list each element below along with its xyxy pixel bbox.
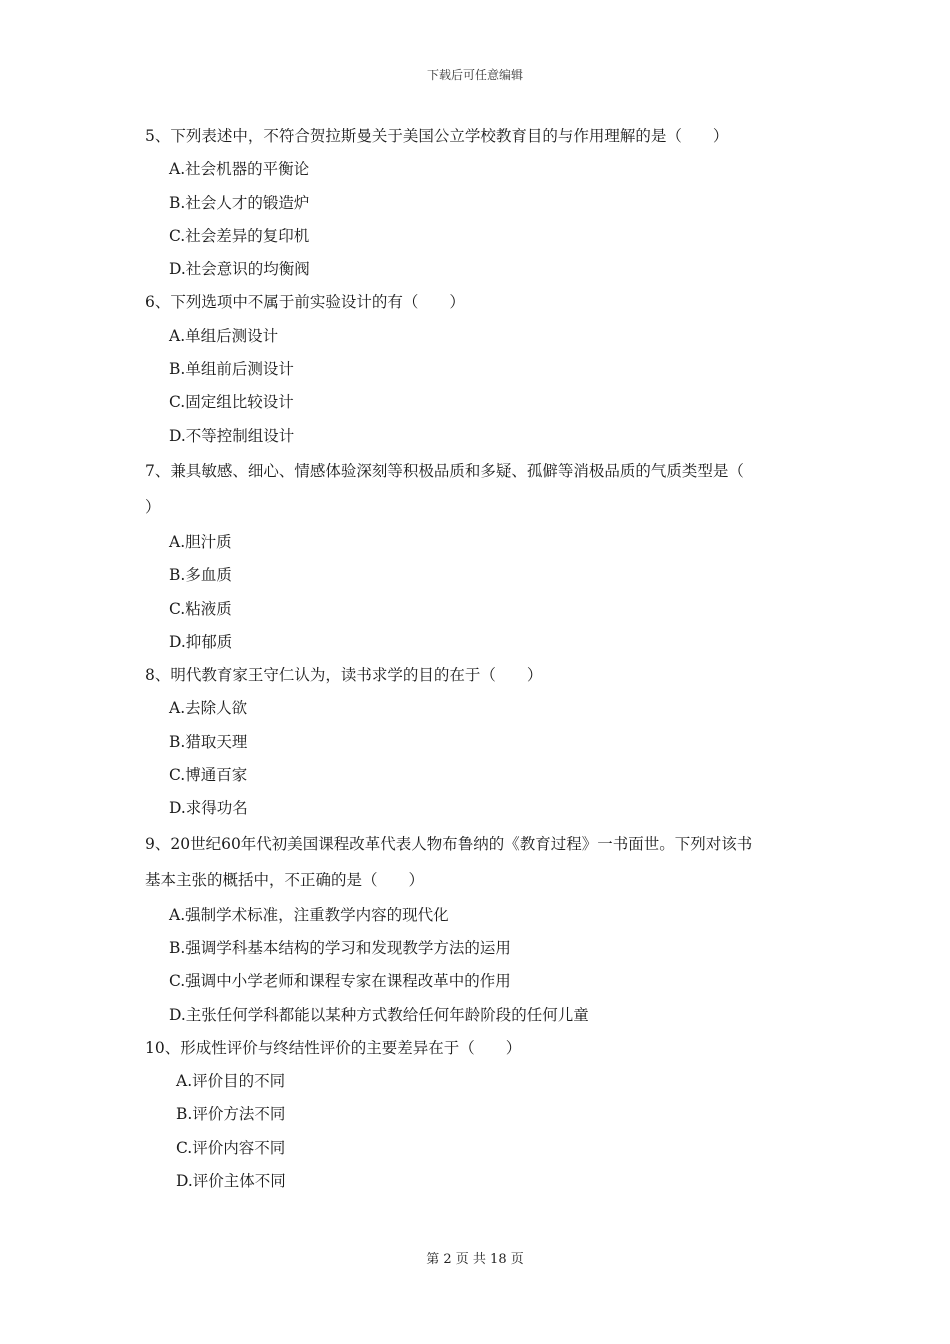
- option-b: B.评价方法不同: [176, 1105, 286, 1124]
- option-c: C.博通百家: [169, 766, 248, 785]
- option-b: B.社会人才的锻造炉: [169, 193, 310, 212]
- question-6: [145, 286, 815, 452]
- page-header: 下载后可任意编辑: [426, 68, 523, 82]
- option-b: B.多血质: [169, 566, 232, 585]
- question-stem-line2: ）: [145, 498, 161, 517]
- option-b: B.单组前后测设计: [169, 360, 294, 379]
- question-10: [145, 1032, 815, 1198]
- option-b: B.强调学科基本结构的学习和发现教学方法的运用: [169, 938, 511, 957]
- option-c: C.社会差异的复印机: [169, 226, 310, 245]
- question-list: [145, 120, 815, 1198]
- option-a: A.单组后测设计: [169, 326, 279, 345]
- option-d: D.主张任何学科都能以某种方式教给任何年龄阶段的任何儿童: [169, 1005, 589, 1024]
- question-stem-line1: 9、20世纪60年代初美国课程改革代表人物布鲁纳的《教育过程》一书面世。下列对该书: [145, 834, 753, 853]
- page-number: 第 2 页 共 18 页: [426, 1252, 524, 1267]
- question-5: [145, 120, 815, 286]
- question-9: [145, 826, 815, 1032]
- question-stem: 8、明代教育家王守仁认为，读书求学的目的在于（ ）: [145, 666, 543, 685]
- option-a: A.强制学术标准，注重教学内容的现代化: [169, 905, 449, 924]
- question-7: [145, 453, 815, 659]
- option-b: B.猎取天理: [169, 732, 248, 751]
- option-c: C.强调中小学老师和课程专家在课程改革中的作用: [169, 972, 511, 991]
- option-c: C.固定组比较设计: [169, 393, 294, 412]
- option-c: C.粘液质: [169, 599, 232, 618]
- option-d: D.评价主体不同: [176, 1172, 286, 1191]
- option-a: A.去除人欲: [169, 699, 248, 718]
- question-stem: 5、下列表述中，不符合贺拉斯曼关于美国公立学校教育目的与作用理解的是（ ）: [145, 127, 729, 145]
- option-d: D.抑郁质: [169, 632, 233, 651]
- option-a: A.社会机器的平衡论: [169, 160, 310, 179]
- option-a: A.评价目的不同: [176, 1072, 286, 1091]
- question-stem-line1: 7、兼具敏感、细心、情感体验深刻等积极品质和多疑、孤僻等消极品质的气质类型是（: [145, 461, 744, 480]
- option-a: A.胆汁质: [169, 532, 232, 551]
- question-8: [145, 659, 815, 825]
- option-d: D.不等控制组设计: [169, 426, 295, 445]
- question-stem: 10、形成性评价与终结性评价的主要差异在于（ ）: [145, 1038, 522, 1057]
- question-stem: 6、下列选项中不属于前实验设计的有（ ）: [145, 293, 465, 312]
- question-stem-line2: 基本主张的概括中，不正确的是（ ）: [145, 871, 425, 890]
- option-c: C.评价内容不同: [176, 1138, 286, 1157]
- option-d: D.求得功名: [169, 799, 248, 818]
- option-d: D.社会意识的均衡阀: [169, 260, 310, 279]
